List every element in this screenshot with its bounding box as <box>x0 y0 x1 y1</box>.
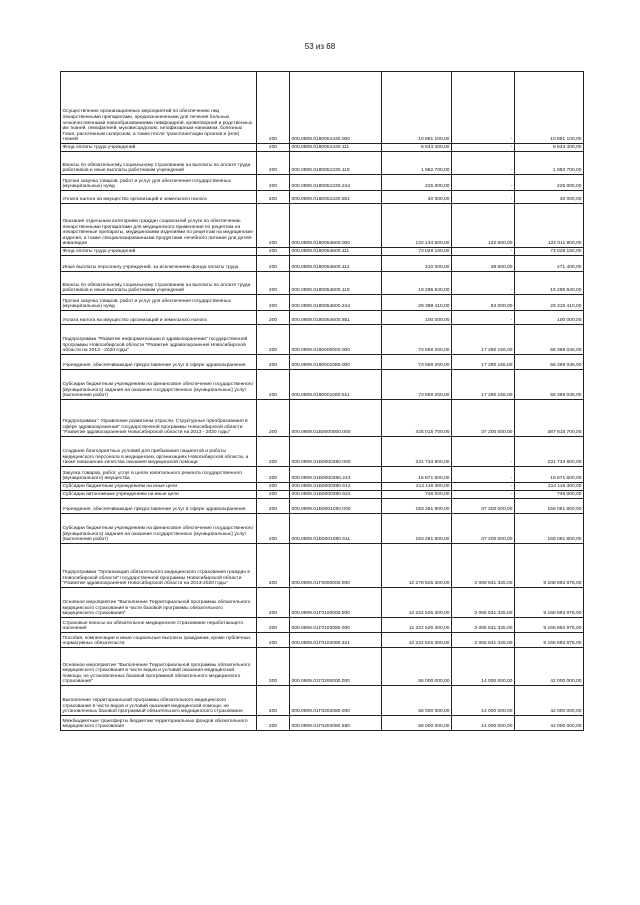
row-change-amount-cell: 84 000,00 <box>452 295 515 311</box>
row-name-cell: Фонд оплаты труда учреждений <box>61 248 257 256</box>
row-total-amount-cell: 156 081 800,00 <box>515 514 584 544</box>
row-name-cell: Субсидии автономным учреждениям на иные цели <box>61 491 257 499</box>
row-code-cell: 200 <box>257 544 290 588</box>
row-change-amount-cell: 38 600,00 <box>452 256 515 272</box>
row-approved-amount-cell: 214 116 300,00 <box>382 483 452 491</box>
table-row <box>61 191 584 204</box>
row-change-amount-cell: 3 055 631 325,00 <box>452 618 515 633</box>
table-row <box>61 144 584 152</box>
table-row <box>61 514 584 544</box>
row-total-amount-cell: 100 000,00 <box>515 311 584 325</box>
row-total-amount-cell: 42 000 000,00 <box>515 648 584 686</box>
row-name-cell: Учреждения, обеспечивающие предоставление услуг в сфере здравоохранения <box>61 355 257 370</box>
row-approved-amount-cell: 122 134 500,00 <box>382 204 452 248</box>
page-number: 53 из 68 <box>304 42 336 51</box>
row-classification-code-cell: 000.0909.0180054600.244 <box>290 295 382 311</box>
row-name-cell: Прочая закупка товаров, работ и услуг для обеспечения государственных (муниципальных) нужд <box>61 175 257 191</box>
row-classification-code-cell: 000.0909.01Г0200000.000 <box>290 648 382 686</box>
row-change-amount-cell: 14 000 000,00 <box>452 648 515 686</box>
row-code-cell: 200 <box>257 467 290 483</box>
row-approved-amount-cell: 425 015 700,00 <box>382 400 452 437</box>
row-code-cell: 200 <box>257 248 290 256</box>
row-classification-code-cell: 000.0909.0180054600.111 <box>290 248 382 256</box>
row-name-cell: Подпрограмма "Развитие информатизации в здравоохранении" государственной программы Новосибирской области "Развитие здравоохранения Новосибирской области на 2013 - 2020 годы" <box>61 325 257 355</box>
row-change-amount-cell: - <box>452 483 515 491</box>
row-total-amount-cell: 231 733 900,00 <box>515 437 584 467</box>
row-name-cell: Уплата налога на имущество организаций и земельного налога <box>61 191 257 204</box>
row-name-cell: Учреждения, обеспечивающие предоставление услуг в сфере здравоохранения <box>61 499 257 514</box>
budget-table-body <box>61 72 584 731</box>
row-name-cell: Субсидии бюджетным учреждениям на иные цели <box>61 483 257 491</box>
row-name-cell: Уплата налога на имущество организаций и земельного налога <box>61 311 257 325</box>
row-code-cell: 200 <box>257 588 290 618</box>
row-approved-amount-cell: 73 659 200,00 <box>382 355 452 370</box>
row-code-cell: 200 <box>257 437 290 467</box>
row-change-amount-cell: - <box>452 272 515 295</box>
row-change-amount-cell: - <box>452 437 515 467</box>
row-classification-code-cell: 000.0909.01Б0000380.243 <box>290 467 382 483</box>
row-classification-code-cell: 000.0909.0180051330.119 <box>290 152 382 175</box>
row-total-amount-cell: 10 891 100,00 <box>515 72 584 144</box>
row-change-amount-cell: - <box>452 191 515 204</box>
table-row <box>61 437 584 467</box>
table-row <box>61 716 584 731</box>
row-total-amount-cell: 56 369 045,00 <box>515 355 584 370</box>
row-total-amount-cell: 156 081 800,00 <box>515 499 584 514</box>
row-change-amount-cell: - <box>452 311 515 325</box>
row-change-amount-cell: 17 290 155,00 <box>452 370 515 400</box>
row-classification-code-cell: 000.0909.0180051330.851 <box>290 191 382 204</box>
row-classification-code-cell: 000.0909.0180054600.000 <box>290 204 382 248</box>
row-code-cell: 200 <box>257 272 290 295</box>
row-name-cell: Подпрограмма " Управление развитием отрасли. Структурные преобразования в сфере здравоохранения" государственной программы Новосибирской области "Развитие здравоохранения Новосибирской области на 2013 - 2020 годы" <box>61 400 257 437</box>
row-change-amount-cell: 3 055 631 325,00 <box>452 633 515 648</box>
row-total-amount-cell: 56 369 045,00 <box>515 325 584 355</box>
row-name-cell: Основное мероприятие "Выполнение Территориальной программы обязательного медицинского страхования в части базовой программы обязательного медицинского страхования" <box>61 588 257 618</box>
row-name-cell: Субсидии бюджетным учреждениям на финансовое обеспечение государственного (муниципального) задания на оказание государственных (муниципальных) услуг (выполнение работ) <box>61 370 257 400</box>
row-classification-code-cell: 000.0909.0180054600.851 <box>290 311 382 325</box>
row-classification-code-cell: 000.0909.01Г0203080.000 <box>290 686 382 716</box>
row-code-cell: 200 <box>257 325 290 355</box>
row-approved-amount-cell: 73 659 200,00 <box>382 325 452 355</box>
row-classification-code-cell: 000.0909.01Г0000000.000 <box>290 544 382 588</box>
table-row <box>61 400 584 437</box>
table-row <box>61 370 584 400</box>
table-row <box>61 483 584 491</box>
row-code-cell: 200 <box>257 295 290 311</box>
row-code-cell: 200 <box>257 648 290 686</box>
row-name-cell: Основное мероприятие "Выполнение Территориальной программы обязательного медицинского страхования в части видов и условий оказания медицинской помощи, не установленных базовой программой обязательного медицинского страхования" <box>61 648 257 686</box>
row-classification-code-cell: 000.0909.0190001080.000 <box>290 355 382 370</box>
row-change-amount-cell: 17 290 155,00 <box>452 325 515 355</box>
row-approved-amount-cell: 56 000 000,00 <box>382 686 452 716</box>
row-approved-amount-cell: 12 222 525 300,00 <box>382 588 452 618</box>
table-row <box>61 633 584 648</box>
row-classification-code-cell: 000.0909.01Б0001080.611 <box>290 514 382 544</box>
row-code-cell: 200 <box>257 152 290 175</box>
row-total-amount-cell: 9 208 893 975,00 <box>515 544 584 588</box>
row-change-amount-cell: - <box>452 467 515 483</box>
row-name-cell: Взносы по обязательному социальному страхованию на выплаты по оплате труда работников и иные выплаты работникам учреждений <box>61 152 257 175</box>
row-approved-amount-cell: 12 222 525 300,00 <box>382 618 452 633</box>
row-change-amount-cell: 37 200 000,00 <box>452 400 515 437</box>
row-change-amount-cell: - <box>452 144 515 152</box>
budget-table <box>60 71 584 731</box>
table-row <box>61 295 584 311</box>
row-approved-amount-cell: 8 643 400,00 <box>382 144 452 152</box>
row-total-amount-cell: 214 116 300,00 <box>515 483 584 491</box>
row-total-amount-cell: 42 000 000,00 <box>515 716 584 731</box>
row-name-cell: Осуществление организационных мероприятий по обеспечению лиц лекарственными препаратами, предназначенными для лечения больных злокачественными новообразованиями лимфоидной, кроветворной и родственных им тканей, гемофилией, муковисцидозом, гипофизарным нанизмом, болезнью Гоше, рассеянным склерозом, а также после трансплантации органов и (или) тканей <box>61 72 257 144</box>
row-total-amount-cell: 271 400,00 <box>515 256 584 272</box>
table-row <box>61 499 584 514</box>
row-code-cell: 200 <box>257 144 290 152</box>
row-total-amount-cell: 40 000,00 <box>515 191 584 204</box>
row-change-amount-cell: 3 069 631 325,00 <box>452 544 515 588</box>
row-total-amount-cell: 16 871 600,00 <box>515 467 584 483</box>
row-approved-amount-cell: 100 000,00 <box>382 311 452 325</box>
table-row <box>61 204 584 248</box>
row-name-cell: Подпрограмма "Организация обязательного медицинского страхования граждан в Новосибирской области" государственной программы Новосибирской области "Развитие здравоохранения Новосибирской области на 2013-2020 годы" <box>61 544 257 588</box>
row-approved-amount-cell: 40 000,00 <box>382 191 452 204</box>
table-row <box>61 648 584 686</box>
row-total-amount-cell: 56 369 045,00 <box>515 370 584 400</box>
row-approved-amount-cell: 16 871 600,00 <box>382 467 452 483</box>
row-change-amount-cell: - <box>452 248 515 256</box>
table-row <box>61 618 584 633</box>
row-code-cell: 200 <box>257 72 290 144</box>
row-code-cell: 200 <box>257 355 290 370</box>
row-classification-code-cell: 000.0909.01Г0103080.321 <box>290 633 382 648</box>
row-code-cell: 200 <box>257 311 290 325</box>
row-total-amount-cell: 73 029 150,00 <box>515 248 584 256</box>
row-change-amount-cell: 14 000 000,00 <box>452 716 515 731</box>
table-row <box>61 467 584 483</box>
table-row <box>61 588 584 618</box>
row-approved-amount-cell: 193 281 800,00 <box>382 514 452 544</box>
row-approved-amount-cell: 56 000 000,00 <box>382 716 452 731</box>
row-code-cell: 200 <box>257 499 290 514</box>
row-code-cell: 200 <box>257 491 290 499</box>
row-total-amount-cell: 42 000 000,00 <box>515 686 584 716</box>
row-total-amount-cell: 1 982 700,00 <box>515 152 584 175</box>
row-code-cell: 200 <box>257 716 290 731</box>
row-code-cell: 200 <box>257 633 290 648</box>
row-classification-code-cell: 000.0909.01Г0103080.000 <box>290 618 382 633</box>
table-row <box>61 256 584 272</box>
row-classification-code-cell: 000.0909.0180051330.000 <box>290 72 382 144</box>
row-classification-code-cell: 000.0909.0180051330.244 <box>290 175 382 191</box>
table-row <box>61 686 584 716</box>
row-name-cell: Межбюджетные трансферты бюджетам территориальных фондов обязательного медицинского страхования <box>61 716 257 731</box>
row-name-cell: Страховые взносы на обязательное медицинское страхование неработающего населения <box>61 618 257 633</box>
row-total-amount-cell: 19 295 940,00 <box>515 272 584 295</box>
row-approved-amount-cell: 310 000,00 <box>382 256 452 272</box>
row-total-amount-cell: 387 815 700,00 <box>515 400 584 437</box>
row-name-cell: Субсидии бюджетным учреждениям на финансовое обеспечение государственного (муниципального) задания на оказание государственных (муниципальных) услуг (выполнение работ) <box>61 514 257 544</box>
row-code-cell: 200 <box>257 370 290 400</box>
row-classification-code-cell: 000.0909.0190000000.000 <box>290 325 382 355</box>
row-classification-code-cell: 000.0909.0180051330.111 <box>290 144 382 152</box>
row-code-cell: 200 <box>257 400 290 437</box>
row-code-cell: 200 <box>257 514 290 544</box>
row-approved-amount-cell: 231 733 900,00 <box>382 437 452 467</box>
table-row <box>61 491 584 499</box>
row-approved-amount-cell: 225 000,00 <box>382 175 452 191</box>
table-row <box>61 175 584 191</box>
row-change-amount-cell: 14 000 000,00 <box>452 686 515 716</box>
row-approved-amount-cell: 746 000,00 <box>382 491 452 499</box>
table-row <box>61 325 584 355</box>
row-total-amount-cell: 9 166 893 975,00 <box>515 588 584 618</box>
row-approved-amount-cell: 193 281 800,00 <box>382 499 452 514</box>
row-classification-code-cell: 000.0909.01Б0001080.000 <box>290 499 382 514</box>
row-name-cell: Создание благоприятных условий для пребывания пациентов и работы медицинского персонала в медицинских организациях Новосибирской области, а также повышение качества оказания медицинской помощи <box>61 437 257 467</box>
row-change-amount-cell: - <box>452 72 515 144</box>
table-row <box>61 272 584 295</box>
row-approved-amount-cell: 56 000 000,00 <box>382 648 452 686</box>
row-classification-code-cell: 000.0909.01Б0000380.622 <box>290 491 382 499</box>
table-row <box>61 311 584 325</box>
row-approved-amount-cell: 1 982 700,00 <box>382 152 452 175</box>
row-code-cell: 200 <box>257 204 290 248</box>
row-total-amount-cell: 9 166 893 975,00 <box>515 618 584 633</box>
row-approved-amount-cell: 29 399 410,00 <box>382 295 452 311</box>
row-approved-amount-cell: 10 891 100,00 <box>382 72 452 144</box>
row-total-amount-cell: 746 000,00 <box>515 491 584 499</box>
row-code-cell: 200 <box>257 191 290 204</box>
row-approved-amount-cell: 12 278 525 300,00 <box>382 544 452 588</box>
table-row <box>61 355 584 370</box>
row-total-amount-cell: 225 000,00 <box>515 175 584 191</box>
row-change-amount-cell: 122 600,00 <box>452 204 515 248</box>
row-approved-amount-cell: 73 029 150,00 <box>382 248 452 256</box>
row-classification-code-cell: 000.0909.01Б0000380.000 <box>290 437 382 467</box>
row-name-cell: Пособия, компенсации и иные социальные выплаты гражданам, кроме публичных нормативных обязательств <box>61 633 257 648</box>
row-classification-code-cell: 000.0909.0190001080.611 <box>290 370 382 400</box>
row-name-cell: Фонд оплаты труда учреждений <box>61 144 257 152</box>
row-name-cell: Прочая закупка товаров, работ и услуг для обеспечения государственных (муниципальных) нужд <box>61 295 257 311</box>
row-name-cell: Выполнение территориальной программы обязательного медицинского страхования в части видов и условий оказания медицинской помощи, не установленных базовой программой обязательного медицинского страхования <box>61 686 257 716</box>
row-name-cell: Закупка товаров, работ, услуг в целях капитального ремонта государственного (муниципального) имущества <box>61 467 257 483</box>
row-name-cell: Оказание отдельным категориям граждан социальной услуги по обеспечению лекарственными препаратами для медицинского применения по рецептам на лекарственные препараты, медицинскими изделиями по рецептам на медицинские изделия, а также специализированными продуктами лечебного питания для детей-инвалидов <box>61 204 257 248</box>
row-classification-code-cell: 000.0909.01Г0100000.000 <box>290 588 382 618</box>
row-change-amount-cell: - <box>452 152 515 175</box>
row-total-amount-cell: 29 315 410,00 <box>515 295 584 311</box>
row-approved-amount-cell: 73 659 200,00 <box>382 370 452 400</box>
row-total-amount-cell: 9 166 893 975,00 <box>515 633 584 648</box>
row-change-amount-cell: 37 200 000,00 <box>452 499 515 514</box>
table-row <box>61 248 584 256</box>
table-row <box>61 544 584 588</box>
row-code-cell: 200 <box>257 686 290 716</box>
table-row <box>61 152 584 175</box>
row-change-amount-cell: - <box>452 175 515 191</box>
row-classification-code-cell: 000.0909.0180054600.112 <box>290 256 382 272</box>
row-total-amount-cell: 122 011 900,00 <box>515 204 584 248</box>
row-classification-code-cell: 000.0909.01Б0000380.612 <box>290 483 382 491</box>
row-name-cell: Взносы по обязательному социальному страхованию на выплаты по оплате труда работников и иные выплаты работникам учреждений <box>61 272 257 295</box>
row-code-cell: 200 <box>257 483 290 491</box>
row-change-amount-cell: 37 200 000,00 <box>452 514 515 544</box>
row-code-cell: 200 <box>257 175 290 191</box>
table-row <box>61 72 584 144</box>
row-total-amount-cell: 8 643 400,00 <box>515 144 584 152</box>
row-approved-amount-cell: 12 222 525 300,00 <box>382 633 452 648</box>
row-approved-amount-cell: 19 295 940,00 <box>382 272 452 295</box>
row-code-cell: 200 <box>257 618 290 633</box>
row-change-amount-cell: 3 055 631 325,00 <box>452 588 515 618</box>
row-change-amount-cell: - <box>452 491 515 499</box>
row-classification-code-cell: 000.0909.0180054600.119 <box>290 272 382 295</box>
row-name-cell: Иные выплаты персоналу учреждений, за исключением фонда оплаты труда <box>61 256 257 272</box>
row-classification-code-cell: 000.0909.01Г0203080.580 <box>290 716 382 731</box>
row-change-amount-cell: 17 290 155,00 <box>452 355 515 370</box>
row-code-cell: 200 <box>257 256 290 272</box>
row-classification-code-cell: 000.0909.01Б0000000.000 <box>290 400 382 437</box>
